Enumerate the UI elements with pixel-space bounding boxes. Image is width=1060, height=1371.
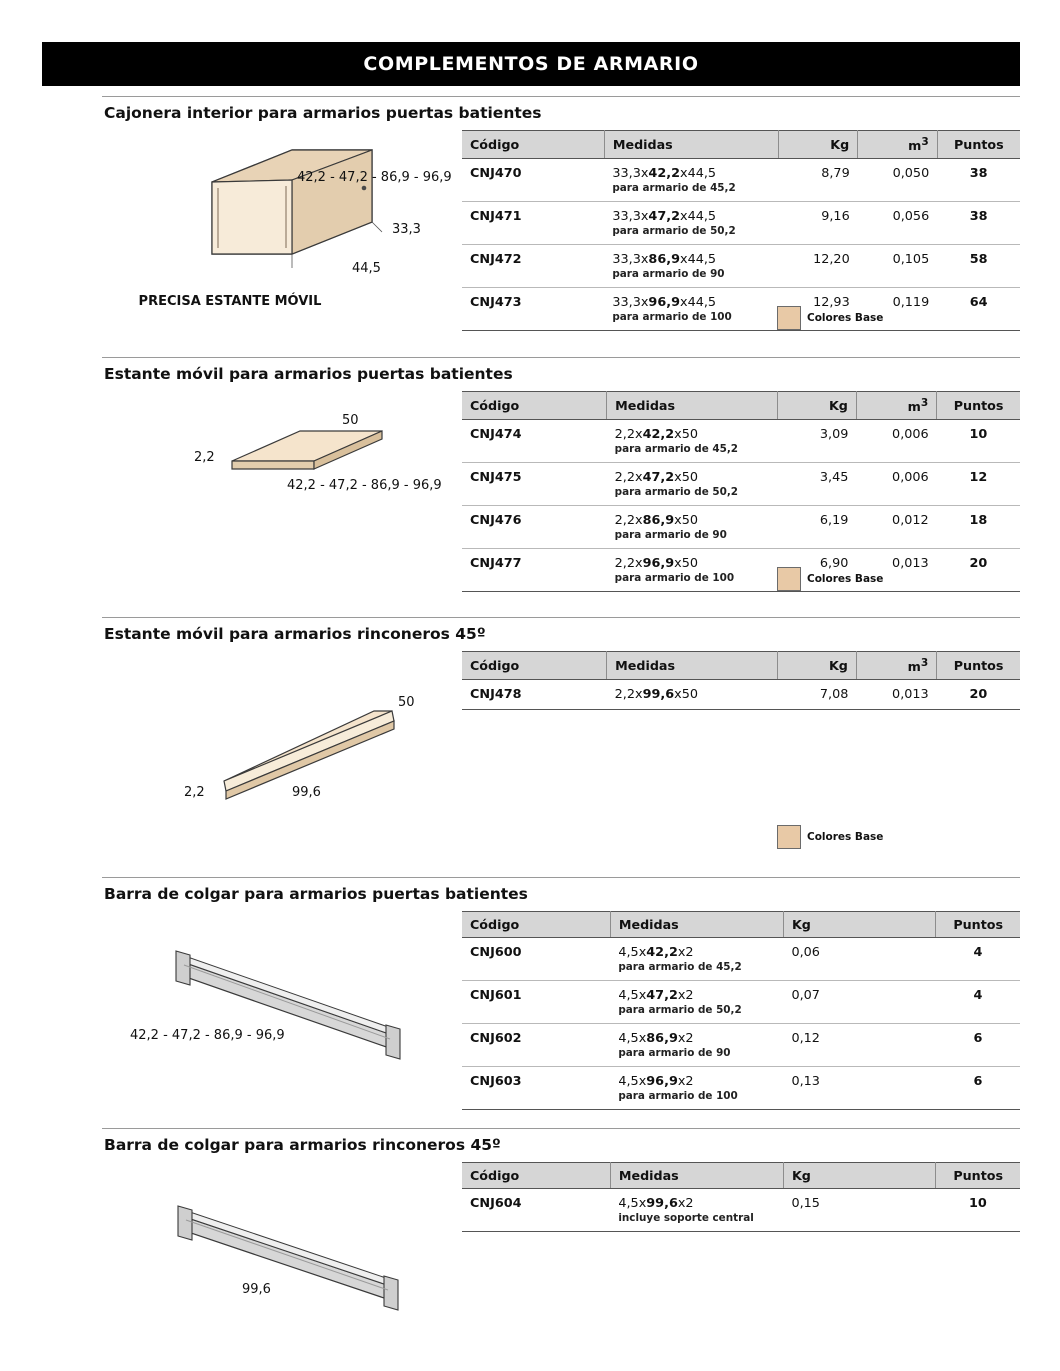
col-medidas: Medidas [610,1163,783,1189]
table-row [462,1024,1020,1067]
cell-puntos: 12 [937,463,1020,506]
col-medidas: Medidas [604,131,778,159]
cell-codigo: CNJ470 [462,159,604,202]
section-title: Barra de colgar para armarios rinconeros 45º [104,1136,501,1154]
cell-codigo: CNJ477 [462,549,607,592]
color-swatch [777,306,801,330]
cell-medidas: 2,2x47,2x50 para armario de 50,2 [607,463,778,506]
cell-m3: 0,056 [858,202,938,245]
section-estante-movil-batientes [42,357,1020,592]
cell-medidas: 4,5x96,9x2 para armario de 100 [610,1067,783,1110]
figure-estante-rinconero [42,643,462,843]
table-row [462,159,1020,202]
section-heading [102,617,1020,643]
cell-kg: 0,13 [783,1067,935,1110]
spec-table-barra-batientes [462,911,1020,1110]
dimension-label: 99,6 [292,785,321,800]
col-kg: Kg [778,131,858,159]
figure-caption: PRECISA ESTANTE MÓVIL [138,294,322,309]
col-medidas: Medidas [610,912,783,938]
cell-medidas: 33,3x42,2x44,5 para armario de 45,2 [604,159,778,202]
cell-puntos: 10 [937,420,1020,463]
cell-kg: 3,09 [778,420,857,463]
cell-medidas: 4,5x42,2x2 para armario de 45,2 [610,938,783,981]
cell-codigo: CNJ472 [462,245,604,288]
cell-medidas: 2,2x96,9x50 para armario de 100 [607,549,778,592]
section-heading [102,357,1020,383]
cell-codigo: CNJ474 [462,420,607,463]
table-wrapper [462,122,1020,331]
colors-base-label: Colores Base [807,831,884,843]
col-puntos: Puntos [936,912,1020,938]
cell-medidas: 4,5x86,9x2 para armario de 90 [610,1024,783,1067]
col-puntos: Puntos [936,1163,1020,1189]
cell-codigo: CNJ476 [462,506,607,549]
section-title: Barra de colgar para armarios puertas batientes [104,885,528,903]
cell-m3: 0,006 [856,463,936,506]
cell-kg: 0,06 [783,938,935,981]
table-wrapper [462,643,1020,843]
section-barra-batientes [42,877,1020,1113]
cell-puntos: 20 [937,549,1020,592]
cell-codigo: CNJ600 [462,938,610,981]
cell-kg: 0,12 [783,1024,935,1067]
table-row [462,245,1020,288]
figure-barra-rinconera [42,1154,462,1334]
table-header-row [462,392,1020,420]
col-medidas: Medidas [607,392,778,420]
colors-base-label: Colores Base [807,312,884,324]
cell-kg: 12,93 [778,288,858,331]
section-title: Estante móvil para armarios puertas batientes [104,365,513,383]
col-m3: $m^3$ [856,652,936,680]
cell-medidas: 33,3x86,9x44,5 para armario de 90 [604,245,778,288]
col-medidas: Medidas [607,652,778,680]
color-swatch [777,825,801,849]
cell-medidas: 33,3x96,9x44,5 para armario de 100 [604,288,778,331]
section-cajonera-interior [42,96,1020,331]
table-row [462,938,1020,981]
cell-puntos: 6 [936,1024,1020,1067]
section-estante-movil-rinconeros [42,617,1020,843]
cell-codigo: CNJ604 [462,1189,610,1232]
section-barra-rinconeros [42,1128,1020,1334]
cell-puntos: 20 [937,680,1020,710]
table-header-row [462,912,1020,938]
shelf-illustration [42,383,462,523]
cell-medidas: 2,2x86,9x50 para armario de 90 [607,506,778,549]
hanging-bar-illustration [42,903,462,1093]
cell-codigo: CNJ473 [462,288,604,331]
col-kg: Kg [778,652,857,680]
cell-kg: 12,20 [778,245,858,288]
figure-estante [42,383,462,543]
page-header [42,42,1020,86]
section-title: Cajonera interior para armarios puertas batientes [104,104,542,122]
cell-medidas: 33,3x47,2x44,5 para armario de 50,2 [604,202,778,245]
table-row [462,420,1020,463]
table-header-row [462,1163,1020,1189]
dimension-label: 2,2 [194,450,215,465]
table-row [462,1189,1020,1232]
cell-m3: 0,105 [858,245,938,288]
table-header-row [462,652,1020,680]
table-row [462,463,1020,506]
col-puntos: Puntos [937,131,1020,159]
table-wrapper [462,1154,1020,1334]
cell-codigo: CNJ471 [462,202,604,245]
figure-cajonera [42,122,462,322]
colors-base-note [777,567,883,591]
cell-puntos: 4 [936,938,1020,981]
table-header-row [462,131,1020,159]
cell-puntos: 38 [937,159,1020,202]
cell-kg: 6,90 [778,549,857,592]
col-codigo: Código [462,1163,610,1189]
spec-table-barra-rinconera [462,1162,1020,1232]
figure-barra [42,903,462,1113]
col-kg: Kg [783,912,935,938]
cell-m3: 0,012 [856,506,936,549]
dimension-label: 42,2 - 47,2 - 86,9 - 96,9 [130,1028,285,1043]
spec-table-estante-rinconero [462,651,1020,710]
cell-kg: 0,07 [783,981,935,1024]
spec-table-cajonera [462,130,1020,331]
dimension-label: 50 [342,413,359,428]
section-heading [102,1128,1020,1154]
cell-m3: 0,013 [856,680,936,710]
table-row [462,288,1020,331]
cell-medidas: 2,2x99,6x50 [607,680,778,710]
col-codigo: Código [462,131,604,159]
cell-codigo: CNJ602 [462,1024,610,1067]
cell-puntos: 58 [937,245,1020,288]
cell-m3: 0,006 [856,420,936,463]
cell-kg: 3,45 [778,463,857,506]
cell-m3: 0,013 [856,549,936,592]
dimension-label: 99,6 [242,1282,271,1297]
cell-kg: 8,79 [778,159,858,202]
colors-base-note [777,825,883,849]
dimension-label: 2,2 [184,785,205,800]
page-title: COMPLEMENTOS DE ARMARIO [363,53,699,75]
cell-kg: 6,19 [778,506,857,549]
cell-kg: 0,15 [783,1189,935,1232]
col-codigo: Código [462,652,607,680]
table-row [462,1067,1020,1110]
table-row [462,549,1020,592]
col-puntos: Puntos [937,652,1020,680]
cell-codigo: CNJ603 [462,1067,610,1110]
cell-puntos: 10 [936,1189,1020,1232]
table-wrapper [462,383,1020,592]
spec-table-estante-batientes [462,391,1020,592]
color-swatch [777,567,801,591]
cell-m3: 0,119 [858,288,938,331]
col-kg: Kg [783,1163,935,1189]
dimension-label: 42,2 - 47,2 - 86,9 - 96,9 [297,170,452,185]
table-row [462,680,1020,710]
table-wrapper [462,903,1020,1113]
cell-codigo: CNJ475 [462,463,607,506]
dimension-label: 42,2 - 47,2 - 86,9 - 96,9 [287,478,442,493]
dimension-label: 33,3 [392,222,421,237]
cell-puntos: 64 [937,288,1020,331]
corner-shelf-illustration [42,643,462,823]
colors-base-note [777,306,883,330]
section-title: Estante móvil para armarios rinconeros 45º [104,625,486,643]
cell-kg: 9,16 [778,202,858,245]
col-m3: $m^3$ [856,392,936,420]
cell-m3: 0,050 [858,159,938,202]
cell-codigo: CNJ601 [462,981,610,1024]
colors-base-label: Colores Base [807,573,884,585]
col-m3: $m^3$ [858,131,938,159]
dimension-label: 50 [398,695,415,710]
cell-puntos: 6 [936,1067,1020,1110]
cell-medidas: 4,5x47,2x2 para armario de 50,2 [610,981,783,1024]
cell-puntos: 4 [936,981,1020,1024]
section-heading [102,877,1020,903]
dimension-label: 44,5 [352,261,381,276]
table-row [462,506,1020,549]
section-heading [102,96,1020,122]
cell-puntos: 38 [937,202,1020,245]
cell-codigo: CNJ478 [462,680,607,710]
col-kg: Kg [778,392,857,420]
table-row [462,981,1020,1024]
col-codigo: Código [462,392,607,420]
corner-hanging-bar-illustration [42,1154,462,1324]
col-puntos: Puntos [937,392,1020,420]
table-row [462,202,1020,245]
cell-medidas: 2,2x42,2x50 para armario de 45,2 [607,420,778,463]
drawer-illustration [42,122,462,302]
cell-medidas: 4,5x99,6x2 incluye soporte central [610,1189,783,1232]
col-codigo: Código [462,912,610,938]
cell-kg: 7,08 [778,680,857,710]
cell-puntos: 18 [937,506,1020,549]
